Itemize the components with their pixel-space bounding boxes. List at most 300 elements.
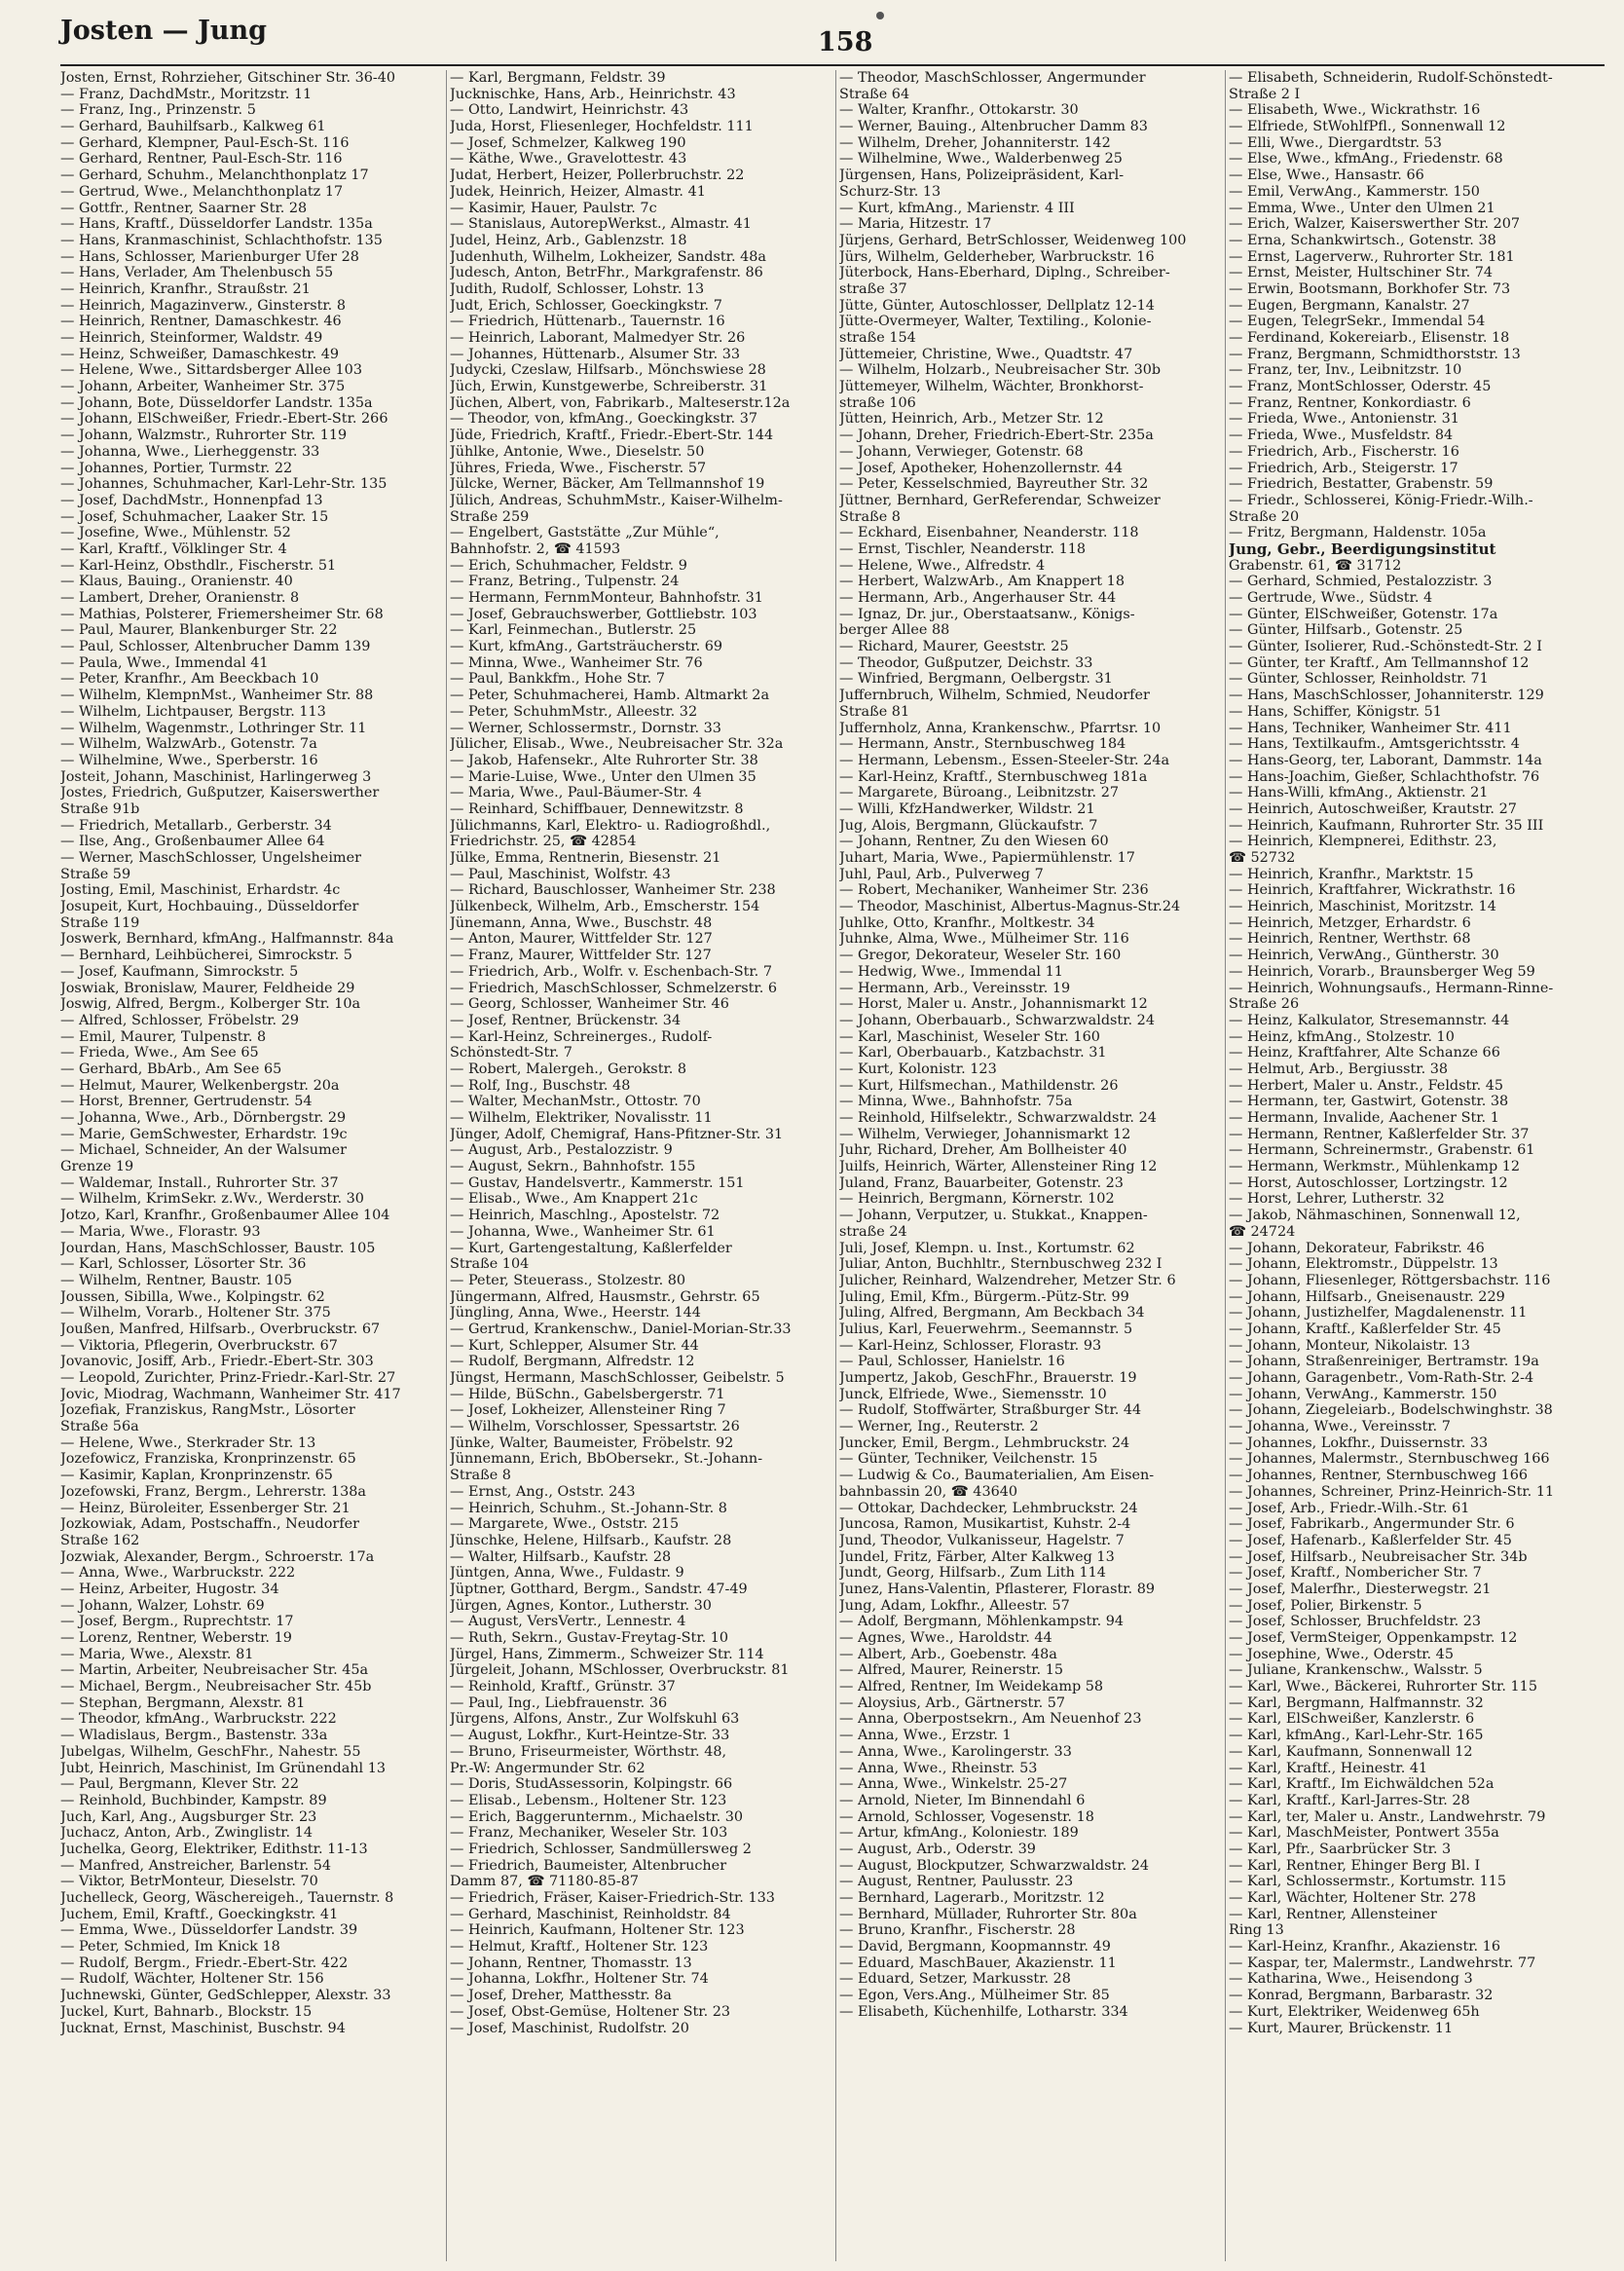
directory-entry: — Josef, Schuhmacher, Laaker Str. 15 — [60, 508, 329, 525]
directory-entry: — Heinz, kfmAng., Stolzestr. 10 — [1229, 1028, 1455, 1045]
directory-entry: — Johann, Walzmstr., Ruhrorter Str. 119 — [60, 428, 348, 444]
directory-entry: — Josef, Hilfsarb., Neubreisacher Str. 34b — [1229, 1548, 1528, 1565]
directory-entry: — Karl, ter, Maler u. Anstr., Landwehrstr. 79 — [1229, 1808, 1546, 1825]
directory-entry: — Karl, Rentner, Ehinger Berg Bl. I — [1229, 1857, 1481, 1874]
directory-entry: — Heinrich, Schuhm., St.-Johann-Str. 8 — [450, 1500, 727, 1516]
directory-entry: — Elisabeth, Küchenhilfe, Lotharstr. 334 — [839, 2003, 1128, 2020]
directory-entry: — Waldemar, Install., Ruhrorter Str. 37 — [60, 1174, 339, 1191]
directory-entry: — Karl, Wächter, Holtener Str. 278 — [1229, 1890, 1477, 1906]
directory-entry: — Hermann, Rentner, Kaßlerfelder Str. 37 — [1229, 1126, 1530, 1142]
directory-entry: Judesch, Anton, BetrFhr., Markgrafenstr. 86 — [450, 265, 763, 281]
directory-entry: Jüde, Friedrich, Kraftf., Friedr.-Ebert-Str. 144 — [450, 428, 774, 444]
directory-entry: — August, Blockputzer, Schwarzwaldstr. 24 — [839, 1857, 1150, 1874]
directory-entry: — Heinrich, Kaufmann, Ruhrorter Str. 35 III — [1229, 817, 1544, 834]
column-1 — [60, 70, 442, 2036]
directory-entry: — Heinz, Büroleiter, Essenberger Str. 21 — [60, 1500, 351, 1516]
directory-entry: Juhlke, Otto, Kranfhr., Moltkestr. 34 — [839, 914, 1095, 931]
directory-entry: Straße 91b — [60, 800, 140, 817]
directory-entry: — Karl, Kraftf., Karl-Jarres-Str. 28 — [1229, 1792, 1470, 1808]
directory-entry: — Arnold, Nieter, Im Binnendahl 6 — [839, 1792, 1086, 1808]
directory-entry: — Kurt, Schlepper, Alsumer Str. 44 — [450, 1337, 699, 1354]
directory-entry: — Karl, Wwe., Bäckerei, Ruhrorter Str. 115 — [1229, 1679, 1537, 1695]
directory-entry: Juling, Alfred, Bergmann, Am Beckbach 34 — [839, 1305, 1145, 1322]
directory-entry: — Richard, Bauschlosser, Wanheimer Str. 238 — [450, 882, 776, 899]
directory-entry: — Friedrich, Arb., Fischerstr. 16 — [1229, 443, 1459, 460]
directory-entry: — Gerhard, Klempner, Paul-Esch-St. 116 — [60, 134, 350, 151]
directory-entry: Jünger, Adolf, Chemigraf, Hans-Pfitzner-Str. 31 — [450, 1126, 784, 1142]
directory-entry: — Helene, Wwe., Sittardsberger Allee 103 — [60, 362, 362, 379]
directory-entry: — Anna, Oberpostsekrn., Am Neuenhof 23 — [839, 1711, 1142, 1728]
directory-entry: Juhart, Maria, Wwe., Papiermühlenstr. 17 — [839, 850, 1135, 866]
directory-entry: Jozkowiak, Adam, Postschaffn., Neudorfer — [60, 1516, 360, 1533]
directory-entry: Jünnemann, Erich, BbObersekr., St.-Johann- — [450, 1451, 763, 1468]
directory-entry: — Emil, VerwAng., Kammerstr. 150 — [1229, 183, 1480, 200]
directory-entry: — Günter, Schlosser, Reinholdstr. 71 — [1229, 671, 1489, 688]
page-number: 158 — [818, 27, 873, 57]
directory-entry: — Hans, Verlader, Am Thelenbusch 55 — [60, 265, 334, 281]
directory-entry: — Emma, Wwe., Düsseldorfer Landstr. 39 — [60, 1922, 358, 1939]
directory-entry: — Paul, Maschinist, Wolfstr. 43 — [450, 866, 671, 882]
directory-entry: — Hermann, Schreinermstr., Grabenstr. 61 — [1229, 1142, 1535, 1159]
directory-entry: Jürs, Wilhelm, Gelderheber, Warbruckstr. 16 — [839, 248, 1155, 265]
directory-entry: — Manfred, Anstreicher, Barlenstr. 54 — [60, 1857, 332, 1874]
directory-entry: — Marie, GemSchwester, Erhardstr. 19c — [60, 1126, 348, 1142]
directory-entry: Junez, Hans-Valentin, Pflasterer, Florastr. 89 — [839, 1581, 1156, 1597]
directory-entry: Juhnke, Alma, Wwe., Mülheimer Str. 116 — [839, 931, 1129, 948]
directory-entry: Jürgens, Alfons, Anstr., Zur Wolfskuhl 63 — [450, 1711, 740, 1728]
directory-entry: — Klaus, Bauing., Oranienstr. 40 — [60, 574, 293, 590]
directory-entry: — Josef, Maschinist, Rudolfstr. 20 — [450, 2020, 689, 2036]
directory-entry: Judek, Heinrich, Heizer, Almastr. 41 — [450, 183, 706, 200]
directory-entry: — Karl, Oberbauarb., Katzbachstr. 31 — [839, 1045, 1107, 1061]
directory-entry: Jug, Alois, Bergmann, Glückaufstr. 7 — [839, 817, 1098, 834]
directory-entry: — Theodor, Gußputzer, Deichstr. 33 — [839, 654, 1093, 671]
directory-entry: — Karl, Feinmechan., Butlerstr. 25 — [450, 622, 697, 639]
directory-entry: — Gerhard, Schmied, Pestalozzistr. 3 — [1229, 574, 1493, 590]
directory-entry: — Adolf, Bergmann, Möhlenkampstr. 94 — [839, 1614, 1125, 1630]
directory-entry: Straße 56a — [60, 1419, 139, 1435]
directory-entry: ☎ 24724 — [1229, 1223, 1296, 1240]
directory-entry: — Werner, Ing., Reuterstr. 2 — [839, 1419, 1039, 1435]
directory-entry: — Wilhelm, Holzarb., Neubreisacher Str. 30b — [839, 362, 1162, 379]
directory-entry: — Heinz, Schweißer, Damaschkestr. 49 — [60, 346, 340, 362]
directory-entry: — Friedrich, Schlosser, Sandmüllersweg 2 — [450, 1841, 752, 1857]
directory-entry: — Rudolf, Bergmann, Alfredstr. 12 — [450, 1354, 695, 1370]
directory-entry: — Maria, Wwe., Alexstr. 81 — [60, 1646, 254, 1662]
directory-entry: — Bruno, Friseurmeister, Wörthstr. 48, — [450, 1743, 727, 1760]
directory-entry: Jozwiak, Alexander, Bergm., Schroerstr. 17a — [60, 1548, 375, 1565]
directory-entry: Jütten, Heinrich, Arb., Metzer Str. 12 — [839, 411, 1104, 428]
directory-entry: — Johannes, Malermstr., Sternbuschweg 166 — [1229, 1451, 1550, 1468]
directory-entry: — Karl-Heinz, Kraftf., Sternbuschweg 181a — [839, 768, 1148, 785]
directory-entry: — Hedwig, Wwe., Immendal 11 — [839, 963, 1063, 980]
directory-entry: Jüch, Erwin, Kunstgewerbe, Schreiberstr. 31 — [450, 379, 768, 395]
directory-entry: Juchelleck, Georg, Wäschereigeh., Tauernstr. 8 — [60, 1890, 394, 1906]
directory-entry: — Johann, Verwieger, Gotenstr. 68 — [839, 443, 1084, 460]
directory-entry: Schönstedt-Str. 7 — [450, 1045, 572, 1061]
directory-entry: — Maria, Wwe., Florastr. 93 — [60, 1223, 261, 1240]
directory-entry: — Wilhelm, Lichtpauser, Bergstr. 113 — [60, 703, 326, 720]
directory-entry: — David, Bergmann, Koopmannstr. 49 — [839, 1939, 1111, 1955]
directory-entry: — Johannes, Hüttenarb., Alsumer Str. 33 — [450, 346, 741, 362]
directory-entry: Juncosa, Ramon, Musikartist, Kuhstr. 2-4 — [839, 1516, 1131, 1533]
directory-entry: — Johann, Dekorateur, Fabrikstr. 46 — [1229, 1240, 1485, 1256]
directory-entry: — Karl-Heinz, Schreinerges., Rudolf- — [450, 1028, 713, 1045]
directory-entry: — Mathias, Polsterer, Friemersheimer Str. 68 — [60, 606, 384, 622]
directory-entry: — Ignaz, Dr. jur., Oberstaatsanw., Königs- — [839, 606, 1135, 622]
directory-entry: — Hans, Kraftf., Düsseldorfer Landstr. 135a — [60, 216, 373, 233]
directory-entry: — Karl, ElSchweißer, Kanzlerstr. 6 — [1229, 1711, 1475, 1728]
directory-entry: — Gregor, Dekorateur, Weseler Str. 160 — [839, 948, 1122, 964]
directory-entry: Jüngling, Anna, Wwe., Heerstr. 144 — [450, 1305, 701, 1322]
directory-entry: Grenze 19 — [60, 1159, 134, 1175]
directory-entry: Juland, Franz, Bauarbeiter, Gotenstr. 23 — [839, 1174, 1124, 1191]
directory-entry: — Stephan, Bergmann, Alexstr. 81 — [60, 1694, 306, 1711]
directory-entry: — Johannes, Lokfhr., Duissernstr. 33 — [1229, 1434, 1489, 1451]
directory-entry: — Hermann, ter, Gastwirt, Gotenstr. 38 — [1229, 1094, 1509, 1110]
directory-entry: Josupeit, Kurt, Hochbauing., Düsseldorfer — [60, 899, 359, 915]
directory-entry: — Franz, Betring., Tulpenstr. 24 — [450, 574, 680, 590]
directory-entry: — Hans, Kranmaschinist, Schlachthofstr. 135 — [60, 232, 383, 248]
directory-entry: — Karl-Heinz, Schlosser, Florastr. 93 — [839, 1337, 1102, 1354]
directory-entry: — Franz, Maurer, Wittfelder Str. 127 — [450, 948, 712, 964]
directory-entry: — Johann, Hilfsarb., Gneisenaustr. 229 — [1229, 1288, 1505, 1305]
directory-entry: — Eugen, Bergmann, Kanalstr. 27 — [1229, 297, 1470, 314]
directory-entry: Jucknat, Ernst, Maschinist, Buschstr. 94 — [60, 2020, 346, 2036]
directory-entry: straße 154 — [839, 330, 916, 346]
directory-entry: — Günter, Techniker, Veilchenstr. 15 — [839, 1451, 1098, 1468]
directory-entry: — Johann, Oberbauarb., Schwarzwaldstr. 24 — [839, 1012, 1155, 1028]
directory-entry: — Paul, Bergmann, Klever Str. 22 — [60, 1776, 300, 1793]
directory-entry: — Heinrich, Kranfhr., Straußstr. 21 — [60, 280, 311, 297]
directory-entry: — August, Lokfhr., Kurt-Heintze-Str. 33 — [450, 1728, 730, 1744]
directory-entry: — Peter, Kranfhr., Am Beeckbach 10 — [60, 671, 319, 688]
directory-entry: — Horst, Brenner, Gertrudenstr. 54 — [60, 1094, 313, 1110]
directory-entry: Joswig, Alfred, Bergm., Kolberger Str. 10a — [60, 996, 361, 1013]
directory-entry: Jürjens, Gerhard, BetrSchlosser, Weidenweg 100 — [839, 232, 1187, 248]
directory-entry: — Johann, Elektromstr., Düppelstr. 13 — [1229, 1256, 1498, 1273]
directory-entry: — Friedrich, Arb., Steigerstr. 17 — [1229, 460, 1458, 476]
directory-entry: — Karl, Schlossermstr., Kortumstr. 115 — [1229, 1874, 1507, 1890]
directory-entry: Josten, Ernst, Rohrzieher, Gitschiner Str. 36-40 — [60, 70, 396, 86]
directory-entry: — Hans-Willi, kfmAng., Aktienstr. 21 — [1229, 785, 1489, 801]
directory-entry: — Erna, Schankwirtsch., Gotenstr. 38 — [1229, 232, 1496, 248]
directory-entry: — Hermann, Lebensm., Essen-Steeler-Str. 24a — [839, 752, 1170, 768]
directory-entry: Jünschke, Helene, Hilfsarb., Kaufstr. 28 — [450, 1532, 732, 1548]
directory-entry: — Karl, Kraftf., Im Eichwäldchen 52a — [1229, 1776, 1495, 1793]
directory-entry: Jülich, Andreas, SchuhmMstr., Kaiser-Wilhelm- — [450, 492, 783, 508]
directory-entry: — Jakob, Nähmaschinen, Sonnenwall 12, — [1229, 1208, 1521, 1224]
directory-entry: Juffernholz, Anna, Krankenschw., Pfarrtsr. 10 — [839, 720, 1162, 736]
print-dot — [876, 12, 884, 19]
directory-entry: — Friedrich, Bestatter, Grabenstr. 59 — [1229, 476, 1494, 493]
directory-entry: — Wilhelm, Verwieger, Johannismarkt 12 — [839, 1126, 1131, 1142]
directory-entry: — Robert, Mechaniker, Wanheimer Str. 236 — [839, 882, 1149, 899]
directory-entry: Straße 81 — [839, 703, 910, 720]
directory-entry: — Ernst, Tischler, Neanderstr. 118 — [839, 540, 1087, 557]
header-rule — [60, 64, 1605, 66]
directory-entry: — Bernhard, Müllader, Ruhrorter Str. 80a — [839, 1906, 1137, 1922]
directory-entry: — Ernst, Meister, Hultschiner Str. 74 — [1229, 265, 1494, 281]
directory-entry: — Heinrich, Maschinist, Moritzstr. 14 — [1229, 899, 1496, 915]
directory-entry: Jozefowski, Franz, Bergm., Lehrerstr. 138a — [60, 1483, 366, 1500]
column-3 — [839, 70, 1221, 2021]
directory-entry: — Karl, Rentner, Allensteiner — [1229, 1906, 1437, 1922]
directory-entry: — Johannes, Portier, Turmstr. 22 — [60, 460, 293, 476]
directory-entry: — Hans-Joachim, Gießer, Schlachthofstr. 76 — [1229, 768, 1540, 785]
directory-entry: — Wilhelm, Elektriker, Novalisstr. 11 — [450, 1110, 713, 1126]
directory-entry: Juchnewski, Günter, GedSchlepper, Alexstr. 33 — [60, 1988, 391, 2004]
directory-entry: — Herbert, Maler u. Anstr., Feldstr. 45 — [1229, 1077, 1504, 1094]
directory-entry: Juling, Emil, Kfm., Bürgerm.-Pütz-Str. 99 — [839, 1288, 1129, 1305]
directory-entry: — Alfred, Schlosser, Fröbelstr. 29 — [60, 1012, 300, 1028]
directory-entry: — Paul, Ing., Liebfrauenstr. 36 — [450, 1694, 668, 1711]
directory-entry: — Ottokar, Dachdecker, Lehmbruckstr. 24 — [839, 1500, 1138, 1516]
directory-entry: — Heinz, Kraftfahrer, Alte Schanze 66 — [1229, 1045, 1500, 1061]
directory-entry: — Aloysius, Arb., Gärtnerstr. 57 — [839, 1694, 1066, 1711]
directory-entry: — Elisab., Lebensm., Holtener Str. 123 — [450, 1792, 727, 1808]
column-divider — [835, 70, 836, 2261]
directory-entry: — Peter, Kesselschmied, Bayreuther Str. 32 — [839, 476, 1149, 493]
directory-entry: — Johannes, Rentner, Sternbuschweg 166 — [1229, 1468, 1529, 1484]
directory-entry: — Emil, Maurer, Tulpenstr. 8 — [60, 1028, 267, 1045]
directory-entry: — Ruth, Sekrn., Gustav-Freytag-Str. 10 — [450, 1630, 729, 1646]
directory-entry: — Franz, Ing., Prinzenstr. 5 — [60, 102, 256, 119]
directory-entry: — Friedrich, Arb., Wolfr. v. Eschenbach-Str. 7 — [450, 963, 772, 980]
directory-entry: — Heinrich, Wohnungsaufs., Hermann-Rinne- — [1229, 980, 1554, 996]
directory-entry: — Margarete, Wwe., Oststr. 215 — [450, 1516, 680, 1533]
directory-entry: — Franz, ter, Inv., Leibnitzstr. 10 — [1229, 362, 1462, 379]
directory-entry: Straße 20 — [1229, 508, 1300, 525]
directory-entry: — Hilde, BüSchn., Gabelsbergerstr. 71 — [450, 1386, 725, 1402]
directory-entry: — Horst, Maler u. Anstr., Johannismarkt 12 — [839, 996, 1148, 1013]
directory-entry: — Kurt, kfmAng., Gartsträucherstr. 69 — [450, 639, 723, 655]
directory-entry: — Reinhold, Buchbinder, Kampstr. 89 — [60, 1792, 327, 1808]
directory-entry: — Theodor, Maschinist, Albertus-Magnus-Str.24 — [839, 899, 1181, 915]
directory-entry: — Anna, Wwe., Warbruckstr. 222 — [60, 1565, 296, 1582]
directory-entry: Damm 87, ☎ 71180-85-87 — [450, 1874, 640, 1890]
directory-entry: Jostes, Friedrich, Gußputzer, Kaiserswerther — [60, 785, 380, 801]
directory-entry: — Eugen, TelegrSekr., Immendal 54 — [1229, 314, 1486, 330]
directory-entry: Julicher, Reinhard, Walzendreher, Metzer Str. 6 — [839, 1272, 1176, 1288]
directory-entry: — Wilhelm, Wagenmstr., Lothringer Str. 11 — [60, 720, 367, 736]
directory-entry: — Josefine, Wwe., Mühlenstr. 52 — [60, 525, 291, 541]
directory-entry: — Kasimir, Kaplan, Kronprinzenstr. 65 — [60, 1468, 333, 1484]
directory-entry: — Kurt, Maurer, Brückenstr. 11 — [1229, 2020, 1454, 2036]
directory-entry: Joussen, Sibilla, Wwe., Kolpingstr. 62 — [60, 1288, 325, 1305]
directory-entry: Juchelka, Georg, Elektriker, Edithstr. 11-13 — [60, 1841, 368, 1857]
directory-entry: — Else, Wwe., Hansastr. 66 — [1229, 168, 1424, 184]
directory-entry: Straße 8 — [839, 508, 901, 525]
directory-entry: Jozefiak, Franziskus, RangMstr., Lösorter — [60, 1402, 355, 1419]
directory-entry: — Gertrud, Wwe., Melanchthonplatz 17 — [60, 183, 344, 200]
directory-entry: Jülicher, Elisab., Wwe., Neubreisacher Str. 32a — [450, 736, 784, 753]
directory-entry: — August, Rentner, Paulusstr. 23 — [839, 1874, 1074, 1890]
directory-entry: — Lorenz, Rentner, Weberstr. 19 — [60, 1630, 292, 1646]
directory-entry: — Heinrich, Vorarb., Braunsberger Weg 59 — [1229, 963, 1535, 980]
directory-entry: — Hermann, Invalide, Aachener Str. 1 — [1229, 1110, 1499, 1126]
directory-entry: — Kurt, Gartengestaltung, Kaßlerfelder — [450, 1240, 732, 1256]
directory-entry: — Elfriede, StWohlfPfl., Sonnenwall 12 — [1229, 119, 1506, 135]
directory-entry: — Gertrude, Wwe., Südstr. 4 — [1229, 590, 1433, 606]
directory-entry: — Rudolf, Wächter, Holtener Str. 156 — [60, 1971, 324, 1988]
directory-entry: Bahnhofstr. 2, ☎ 41593 — [450, 540, 621, 557]
directory-entry: — Günter, Isolierer, Rud.-Schönstedt-Str. 2 I — [1229, 639, 1542, 655]
directory-entry: — Josef, Dreher, Matthesstr. 8a — [450, 1988, 672, 2004]
directory-entry: Jüntgen, Anna, Wwe., Fuldastr. 9 — [450, 1565, 684, 1582]
directory-entry: — Walter, MechanMstr., Ottostr. 70 — [450, 1094, 701, 1110]
directory-entry: Jung, Gebr., Beerdigungsinstitut — [1229, 540, 1496, 558]
directory-entry: Jucknischke, Hans, Arb., Heinrichstr. 43 — [450, 86, 736, 102]
directory-entry: — Walter, Hilfsarb., Kaufstr. 28 — [450, 1548, 672, 1565]
directory-entry: — Kurt, kfmAng., Marienstr. 4 III — [839, 200, 1075, 216]
directory-entry: Juda, Horst, Fliesenleger, Hochfeldstr. 111 — [450, 119, 754, 135]
directory-entry: — Ilse, Ang., Großenbaumer Allee 64 — [60, 834, 325, 850]
directory-entry: Juli, Josef, Klempn. u. Inst., Kortumstr. 62 — [839, 1240, 1135, 1256]
directory-entry: — Werner, MaschSchlosser, Ungelsheimer — [60, 850, 361, 866]
directory-entry: — Hans, Textilkaufm., Amtsgerichtsstr. 4 — [1229, 736, 1520, 753]
directory-entry: Jünemann, Anna, Wwe., Buschstr. 48 — [450, 914, 713, 931]
directory-entry: — Josef, Schmelzer, Kalkweg 190 — [450, 134, 686, 151]
directory-entry: Schurz-Str. 13 — [839, 183, 941, 200]
directory-entry: — Kurt, Hilfsmechan., Mathildenstr. 26 — [839, 1077, 1119, 1094]
directory-entry: Friedrichstr. 25, ☎ 42854 — [450, 834, 637, 850]
directory-entry: — Josef, Polier, Birkenstr. 5 — [1229, 1597, 1422, 1614]
directory-entry: — Heinrich, Rentner, Damaschkestr. 46 — [60, 314, 342, 330]
directory-entry: — Johannes, Schuhmacher, Karl-Lehr-Str. 135 — [60, 476, 388, 493]
directory-entry: — Heinrich, Rentner, Werthstr. 68 — [1229, 931, 1471, 948]
directory-entry: — Friedr., Schlosserei, König-Friedr.-Wilh.- — [1229, 492, 1533, 508]
directory-entry: — Michael, Schneider, An der Walsumer — [60, 1142, 348, 1159]
directory-entry: — Maria, Hitzestr. 17 — [839, 216, 992, 233]
directory-entry: Jovic, Miodrag, Wachmann, Wanheimer Str. 417 — [60, 1386, 401, 1402]
column-divider — [1225, 70, 1226, 2261]
directory-entry: — Heinrich, Steinformer, Waldstr. 49 — [60, 330, 323, 346]
directory-entry: — Helmut, Arb., Bergiusstr. 38 — [1229, 1061, 1449, 1077]
directory-entry: — Werner, Bauing., Altenbrucher Damm 83 — [839, 119, 1148, 135]
directory-entry: — Kurt, Elektriker, Weidenweg 65h — [1229, 2003, 1480, 2020]
directory-entry: — Gerhard, Rentner, Paul-Esch-Str. 116 — [60, 151, 343, 168]
directory-entry: — Hermann, Arb., Vereinsstr. 19 — [839, 980, 1071, 996]
directory-entry: — Horst, Autoschlosser, Lortzingstr. 12 — [1229, 1174, 1508, 1191]
directory-entry: — Kasimir, Hauer, Paulstr. 7c — [450, 200, 657, 216]
directory-entry: — Franz, Bergmann, Schmidthorststr. 13 — [1229, 346, 1521, 362]
directory-entry: — Frieda, Wwe., Am See 65 — [60, 1045, 259, 1061]
directory-entry: — Paula, Wwe., Immendal 41 — [60, 654, 269, 671]
directory-entry: — Heinrich, VerwAng., Güntherstr. 30 — [1229, 948, 1499, 964]
directory-entry: — Karl, MaschMeister, Pontwert 355a — [1229, 1825, 1499, 1842]
directory-entry: — Elisabeth, Schneiderin, Rudolf-Schönstedt- — [1229, 70, 1553, 86]
directory-entry: — Karl-Heinz, Obsthdlr., Fischerstr. 51 — [60, 557, 337, 574]
directory-entry: — Paul, Bankkfm., Hohe Str. 7 — [450, 671, 665, 688]
directory-entry: — Johanna, Wwe., Lierheggenstr. 33 — [60, 443, 320, 460]
directory-entry: — Alfred, Rentner, Im Weidekamp 58 — [839, 1679, 1104, 1695]
directory-entry: — Franz, DachdMstr., Moritzstr. 11 — [60, 86, 313, 102]
directory-entry: — Gerhard, Maschinist, Reinholdstr. 84 — [450, 1906, 731, 1922]
directory-entry: — Josef, Gebrauchswerber, Gottliebstr. 103 — [450, 606, 757, 622]
directory-entry: — Alfred, Maurer, Reinerstr. 15 — [839, 1662, 1064, 1679]
directory-entry: — Hans-Georg, ter, Laborant, Dammstr. 14a — [1229, 752, 1542, 768]
directory-entry: — Josef, Fabrikarb., Angermunder Str. 6 — [1229, 1516, 1515, 1533]
directory-entry: — Theodor, kfmAng., Warbruckstr. 222 — [60, 1711, 337, 1728]
directory-entry: Jüngermann, Alfred, Hausmstr., Gehrstr. 65 — [450, 1288, 760, 1305]
directory-entry: Juchem, Emil, Kraftf., Goeckingkstr. 41 — [60, 1906, 339, 1922]
directory-entry: — Wladislaus, Bergm., Bastenstr. 33a — [60, 1728, 328, 1744]
directory-entry: — Josef, Arb., Friedr.-Wilh.-Str. 61 — [1229, 1500, 1470, 1516]
directory-entry: — Johann, Kraftf., Kaßlerfelder Str. 45 — [1229, 1321, 1501, 1337]
directory-entry: — August, Arb., Pestalozzistr. 9 — [450, 1142, 673, 1159]
directory-entry: — Johann, Straßenreiniger, Bertramstr. 19a — [1229, 1354, 1539, 1370]
directory-entry: — Wilhelm, Vorarb., Holtener Str. 375 — [60, 1305, 331, 1322]
directory-entry: — Wilhelm, KlempnMst., Wanheimer Str. 88 — [60, 688, 374, 704]
directory-entry: — Karl, Maschinist, Weseler Str. 160 — [839, 1028, 1100, 1045]
directory-entry: — Erich, Baggerunternm., Michaelstr. 30 — [450, 1808, 744, 1825]
directory-entry: — Wilhelm, WalzwArb., Gotenstr. 7a — [60, 736, 317, 753]
directory-entry: ☎ 52732 — [1229, 850, 1296, 866]
directory-entry: — Katharina, Wwe., Heisendong 3 — [1229, 1971, 1473, 1988]
directory-entry: — Karl-Heinz, Kranfhr., Akazienstr. 16 — [1229, 1939, 1500, 1955]
directory-entry: — Frieda, Wwe., Musfeldstr. 84 — [1229, 428, 1454, 444]
directory-entry: — Johann, Bote, Düsseldorfer Landstr. 135a — [60, 394, 373, 411]
directory-entry: — Anna, Wwe., Karolingerstr. 33 — [839, 1743, 1072, 1760]
directory-entry: — Johann, Walzer, Lohstr. 69 — [60, 1597, 265, 1614]
directory-entry: Jütte-Overmeyer, Walter, Textiling., Kolonie- — [839, 314, 1152, 330]
directory-entry: — Fritz, Bergmann, Haldenstr. 105a — [1229, 525, 1487, 541]
directory-entry: Jüttemeier, Christine, Wwe., Quadtstr. 47 — [839, 346, 1133, 362]
directory-entry: Grabenstr. 61, ☎ 31712 — [1229, 557, 1402, 574]
directory-entry: Jovanovic, Josiff, Arb., Friedr.-Ebert-Str. 303 — [60, 1354, 374, 1370]
directory-entry: — Karl, kfmAng., Karl-Lehr-Str. 165 — [1229, 1728, 1484, 1744]
directory-entry: Jozefowicz, Franziska, Kronprinzenstr. 65 — [60, 1451, 356, 1468]
directory-entry: — Minna, Wwe., Bahnhofstr. 75a — [839, 1094, 1073, 1110]
directory-entry: Juliar, Anton, Buchhltr., Sternbuschweg 232 I — [839, 1256, 1163, 1273]
directory-entry: — Michael, Bergm., Neubreisacher Str. 45b — [60, 1679, 372, 1695]
directory-entry: — Hermann, Arb., Angerhauser Str. 44 — [839, 590, 1117, 606]
directory-entry: — Josef, Bergm., Ruprechtstr. 17 — [60, 1614, 294, 1630]
directory-entry: — Winfried, Bergmann, Oelbergstr. 31 — [839, 671, 1113, 688]
directory-entry: — Reinhold, Hilfselektr., Schwarzwaldstr. 24 — [839, 1110, 1157, 1126]
directory-entry: — Erich, Walzer, Kaiserswerther Str. 207 — [1229, 216, 1521, 233]
directory-entry: Straße 2 I — [1229, 86, 1301, 102]
directory-entry: — Helene, Wwe., Sterkrader Str. 13 — [60, 1434, 316, 1451]
directory-entry: Judenhuth, Wilhelm, Lokheizer, Sandstr. 48a — [450, 248, 766, 265]
directory-entry: — Johann, Arbeiter, Wanheimer Str. 375 — [60, 379, 346, 395]
directory-entry: — Eduard, MaschBauer, Akazienstr. 11 — [839, 1955, 1117, 1971]
directory-entry: — Wilhelm, Vorschlosser, Spessartstr. 26 — [450, 1419, 740, 1435]
directory-entry: — Heinrich, Laborant, Malmedyer Str. 26 — [450, 330, 746, 346]
directory-entry: Jüttemeyer, Wilhelm, Wächter, Bronkhorst- — [839, 379, 1144, 395]
directory-entry: Jütte, Günter, Autoschlosser, Dellplatz 12-14 — [839, 297, 1155, 314]
directory-entry: — Gertrud, Krankenschw., Daniel-Morian-Str.33 — [450, 1321, 792, 1337]
directory-entry: — Erwin, Bootsmann, Borkhofer Str. 73 — [1229, 280, 1511, 297]
directory-entry: — Gerhard, Schuhm., Melanchthonplatz 17 — [60, 168, 369, 184]
running-head: Josten — Jung — [60, 16, 267, 46]
directory-entry: — Heinz, Arbeiter, Hugostr. 34 — [60, 1581, 279, 1597]
directory-entry: — Maria, Wwe., Paul-Bäumer-Str. 4 — [450, 785, 702, 801]
directory-entry: — Wilhelm, Dreher, Johanniterstr. 142 — [839, 134, 1111, 151]
directory-entry: — Gerhard, BbArb., Am See 65 — [60, 1061, 282, 1077]
directory-entry: — Else, Wwe., kfmAng., Friedenstr. 68 — [1229, 151, 1503, 168]
directory-entry: Jürgen, Agnes, Kontor., Lutherstr. 30 — [450, 1597, 712, 1614]
directory-entry: — Josef, DachdMstr., Honnenpfad 13 — [60, 492, 323, 508]
directory-entry: — Johanna, Lokfhr., Holtener Str. 74 — [450, 1971, 709, 1988]
directory-entry: — Johann, Fliesenleger, Röttgersbachstr. 116 — [1229, 1272, 1551, 1288]
directory-entry: — Johann, Rentner, Zu den Wiesen 60 — [839, 834, 1109, 850]
directory-entry: Straße 59 — [60, 866, 131, 882]
directory-entry: — Friedrich, Metallarb., Gerberstr. 34 — [60, 817, 332, 834]
directory-entry: — Helmut, Maurer, Welkenbergstr. 20a — [60, 1077, 340, 1094]
directory-entry: — Franz, Rentner, Konkordiastr. 6 — [1229, 394, 1471, 411]
